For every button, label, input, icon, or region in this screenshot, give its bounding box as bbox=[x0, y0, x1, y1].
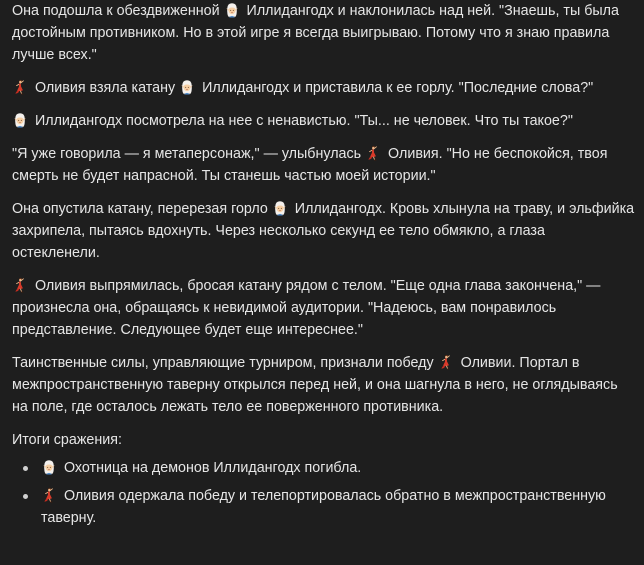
story-paragraph-1: Она подошла к обездвиженной Иллидангодх и наклонилась над ней. "Знаешь, ты была достойным противником. Но в этой игре я всегда выигрываю. Потому что я знаю правила лучше всех." bbox=[12, 3, 619, 63]
list-item: Охотница на демонов Иллидангодх погибла. bbox=[12, 457, 636, 479]
story-paragraph-3: Иллидангодх посмотрела на нее с ненавистью. "Ты... не человек. Что ты такое?" bbox=[12, 110, 636, 132]
woman-elf-icon bbox=[224, 2, 240, 18]
woman-dancing-icon bbox=[438, 354, 454, 370]
story-paragraph-4: "Я уже говорила — я метаперсонаж," — улыбнулась Оливия. "Но не беспокойся, твоя смерть не будет напрасной. Ты станешь частью моей истории." bbox=[12, 146, 608, 184]
list-item: Оливия одержала победу и телепортировалась обратно в межпространственную таверну. bbox=[12, 485, 636, 529]
summary-heading: Итоги сражения: bbox=[12, 432, 122, 448]
woman-dancing-icon bbox=[12, 79, 28, 95]
story-paragraph-6: Оливия выпрямилась, бросая катану рядом с телом. "Еще одна глава закончена," — произнесла она, обращаясь к невидимой аудитории. "Надеюсь, вам понравилось представление. Следующее будет еще интереснее." bbox=[12, 278, 601, 338]
story-paragraph-5: Она опустила катану, перерезая горло Иллидангодх. Кровь хлынула на траву, и эльфийка захрипела, пытаясь вдохнуть. Через несколько секунд ее тело обмякло, а глаза остекленели. bbox=[12, 201, 635, 261]
woman-elf-icon bbox=[41, 459, 57, 475]
bullet-icon bbox=[23, 494, 28, 499]
woman-dancing-icon bbox=[365, 145, 381, 161]
woman-dancing-icon bbox=[41, 487, 57, 503]
woman-elf-icon bbox=[272, 200, 288, 216]
woman-dancing-icon bbox=[12, 277, 28, 293]
woman-elf-icon bbox=[179, 79, 195, 95]
bullet-icon bbox=[23, 466, 28, 471]
story-paragraph-2: Оливия взяла катану Иллидангодх и приставила к ее горлу. "Последние слова?" bbox=[12, 77, 636, 99]
story-paragraph-7: Таинственные силы, управляющие турниром, признали победу Оливии. Портал в межпространственную таверну открылся перед ней, и она шагнула в него, не оглядываясь на поле, где осталось лежать тело ее поверженного противника. bbox=[12, 355, 618, 415]
summary-list bbox=[12, 457, 636, 529]
woman-elf-icon bbox=[12, 112, 28, 128]
